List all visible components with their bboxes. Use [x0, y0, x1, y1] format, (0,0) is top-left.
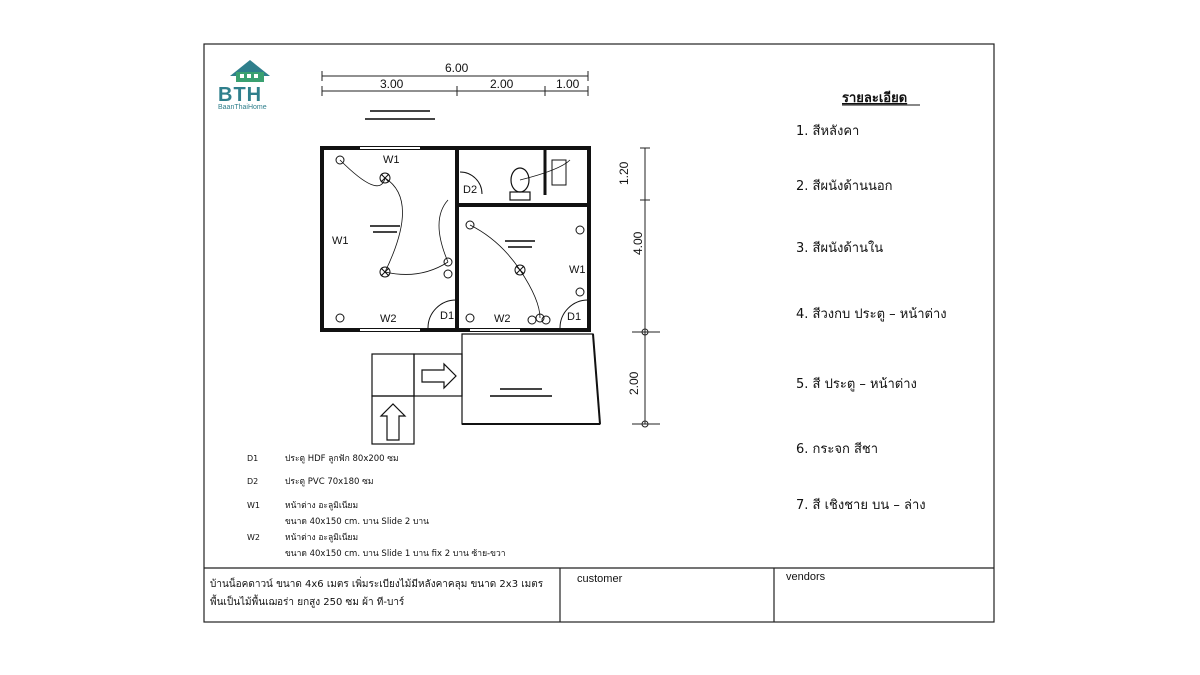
- porch: [372, 334, 600, 444]
- logo-subtitle: BaanThaiHome: [218, 104, 267, 111]
- project-description-line-2: พื้นเป็นไม้พื้นเฌอร่า ยกสูง 250 ซม ผ้า ที-บาร์: [210, 597, 405, 608]
- details-item: 1. สีหลังคา: [796, 124, 860, 139]
- segment-1: 3.00: [380, 77, 404, 91]
- vendors-label: vendors: [786, 571, 826, 583]
- customer-label: customer: [577, 573, 623, 585]
- legend-desc: หน้าต่าง อะลูมิเนียม: [285, 501, 359, 511]
- details-item: 3. สีผนังด้านใน: [796, 241, 884, 256]
- label-w1-right: W1: [569, 264, 586, 276]
- overall-width: 6.00: [445, 61, 469, 75]
- logo: [218, 60, 270, 111]
- label-d1-right: D1: [567, 311, 582, 323]
- legend-code: D2: [247, 477, 259, 486]
- details-item: 6. กระจก สีชา: [796, 442, 879, 457]
- details-item: 2. สีผนังด้านนอก: [796, 179, 893, 194]
- details-item: 5. สี ประตู – หน้าต่าง: [796, 377, 917, 392]
- floor-plan: [322, 148, 589, 330]
- legend-desc: ขนาด 40x150 cm. บาน Slide 1 บาน fix 2 บาน ซ้าย-ขวา: [285, 549, 506, 559]
- details-title: รายละเอียด: [842, 91, 908, 106]
- details-item: 7. สี เชิงชาย บน – ล่าง: [796, 498, 926, 513]
- light-fixtures: [336, 156, 584, 324]
- room-captions: [370, 225, 552, 397]
- label-w1-left: W1: [332, 235, 349, 247]
- logo-text: BTH: [218, 84, 263, 106]
- legend-code: W1: [247, 501, 260, 510]
- legend-desc: หน้าต่าง อะลูมิเนียม: [285, 533, 359, 543]
- plan-caption: [365, 110, 435, 120]
- label-w2-left: W2: [380, 313, 397, 325]
- label-w2-right: W2: [494, 313, 511, 325]
- stair-arrow-right-icon: [422, 364, 456, 388]
- label-w1-top: W1: [383, 154, 400, 166]
- side-dim-porch: 2.00: [627, 371, 641, 395]
- legend-code: D1: [247, 454, 259, 463]
- legend-code: W2: [247, 533, 260, 542]
- details-item: 4. สีวงกบ ประตู – หน้าต่าง: [796, 307, 947, 322]
- house-logo-icon: [230, 60, 270, 82]
- legend-desc: ประตู HDF ลูกฟัก 80x200 ซม: [285, 454, 399, 464]
- legend-desc: ขนาด 40x150 cm. บาน Slide 2 บาน: [285, 517, 429, 527]
- segment-3: 1.00: [556, 77, 580, 91]
- label-d2: D2: [463, 184, 478, 196]
- details-panel: [796, 90, 947, 513]
- label-d1-left: D1: [440, 310, 455, 322]
- project-description-line-1: บ้านน็อคดาวน์ ขนาด 4x6 เมตร เพิ่มระเบียงไม้มีหลังคาคลุม ขนาด 2x3 เมตร: [210, 579, 544, 590]
- legend-desc: ประตู PVC 70x180 ซม: [285, 477, 374, 487]
- side-dim-main: 4.00: [631, 231, 645, 255]
- legend: [247, 454, 506, 559]
- segment-2: 2.00: [490, 77, 514, 91]
- side-dim-top: 1.20: [617, 161, 631, 185]
- stair-arrow-up-icon: [381, 404, 405, 440]
